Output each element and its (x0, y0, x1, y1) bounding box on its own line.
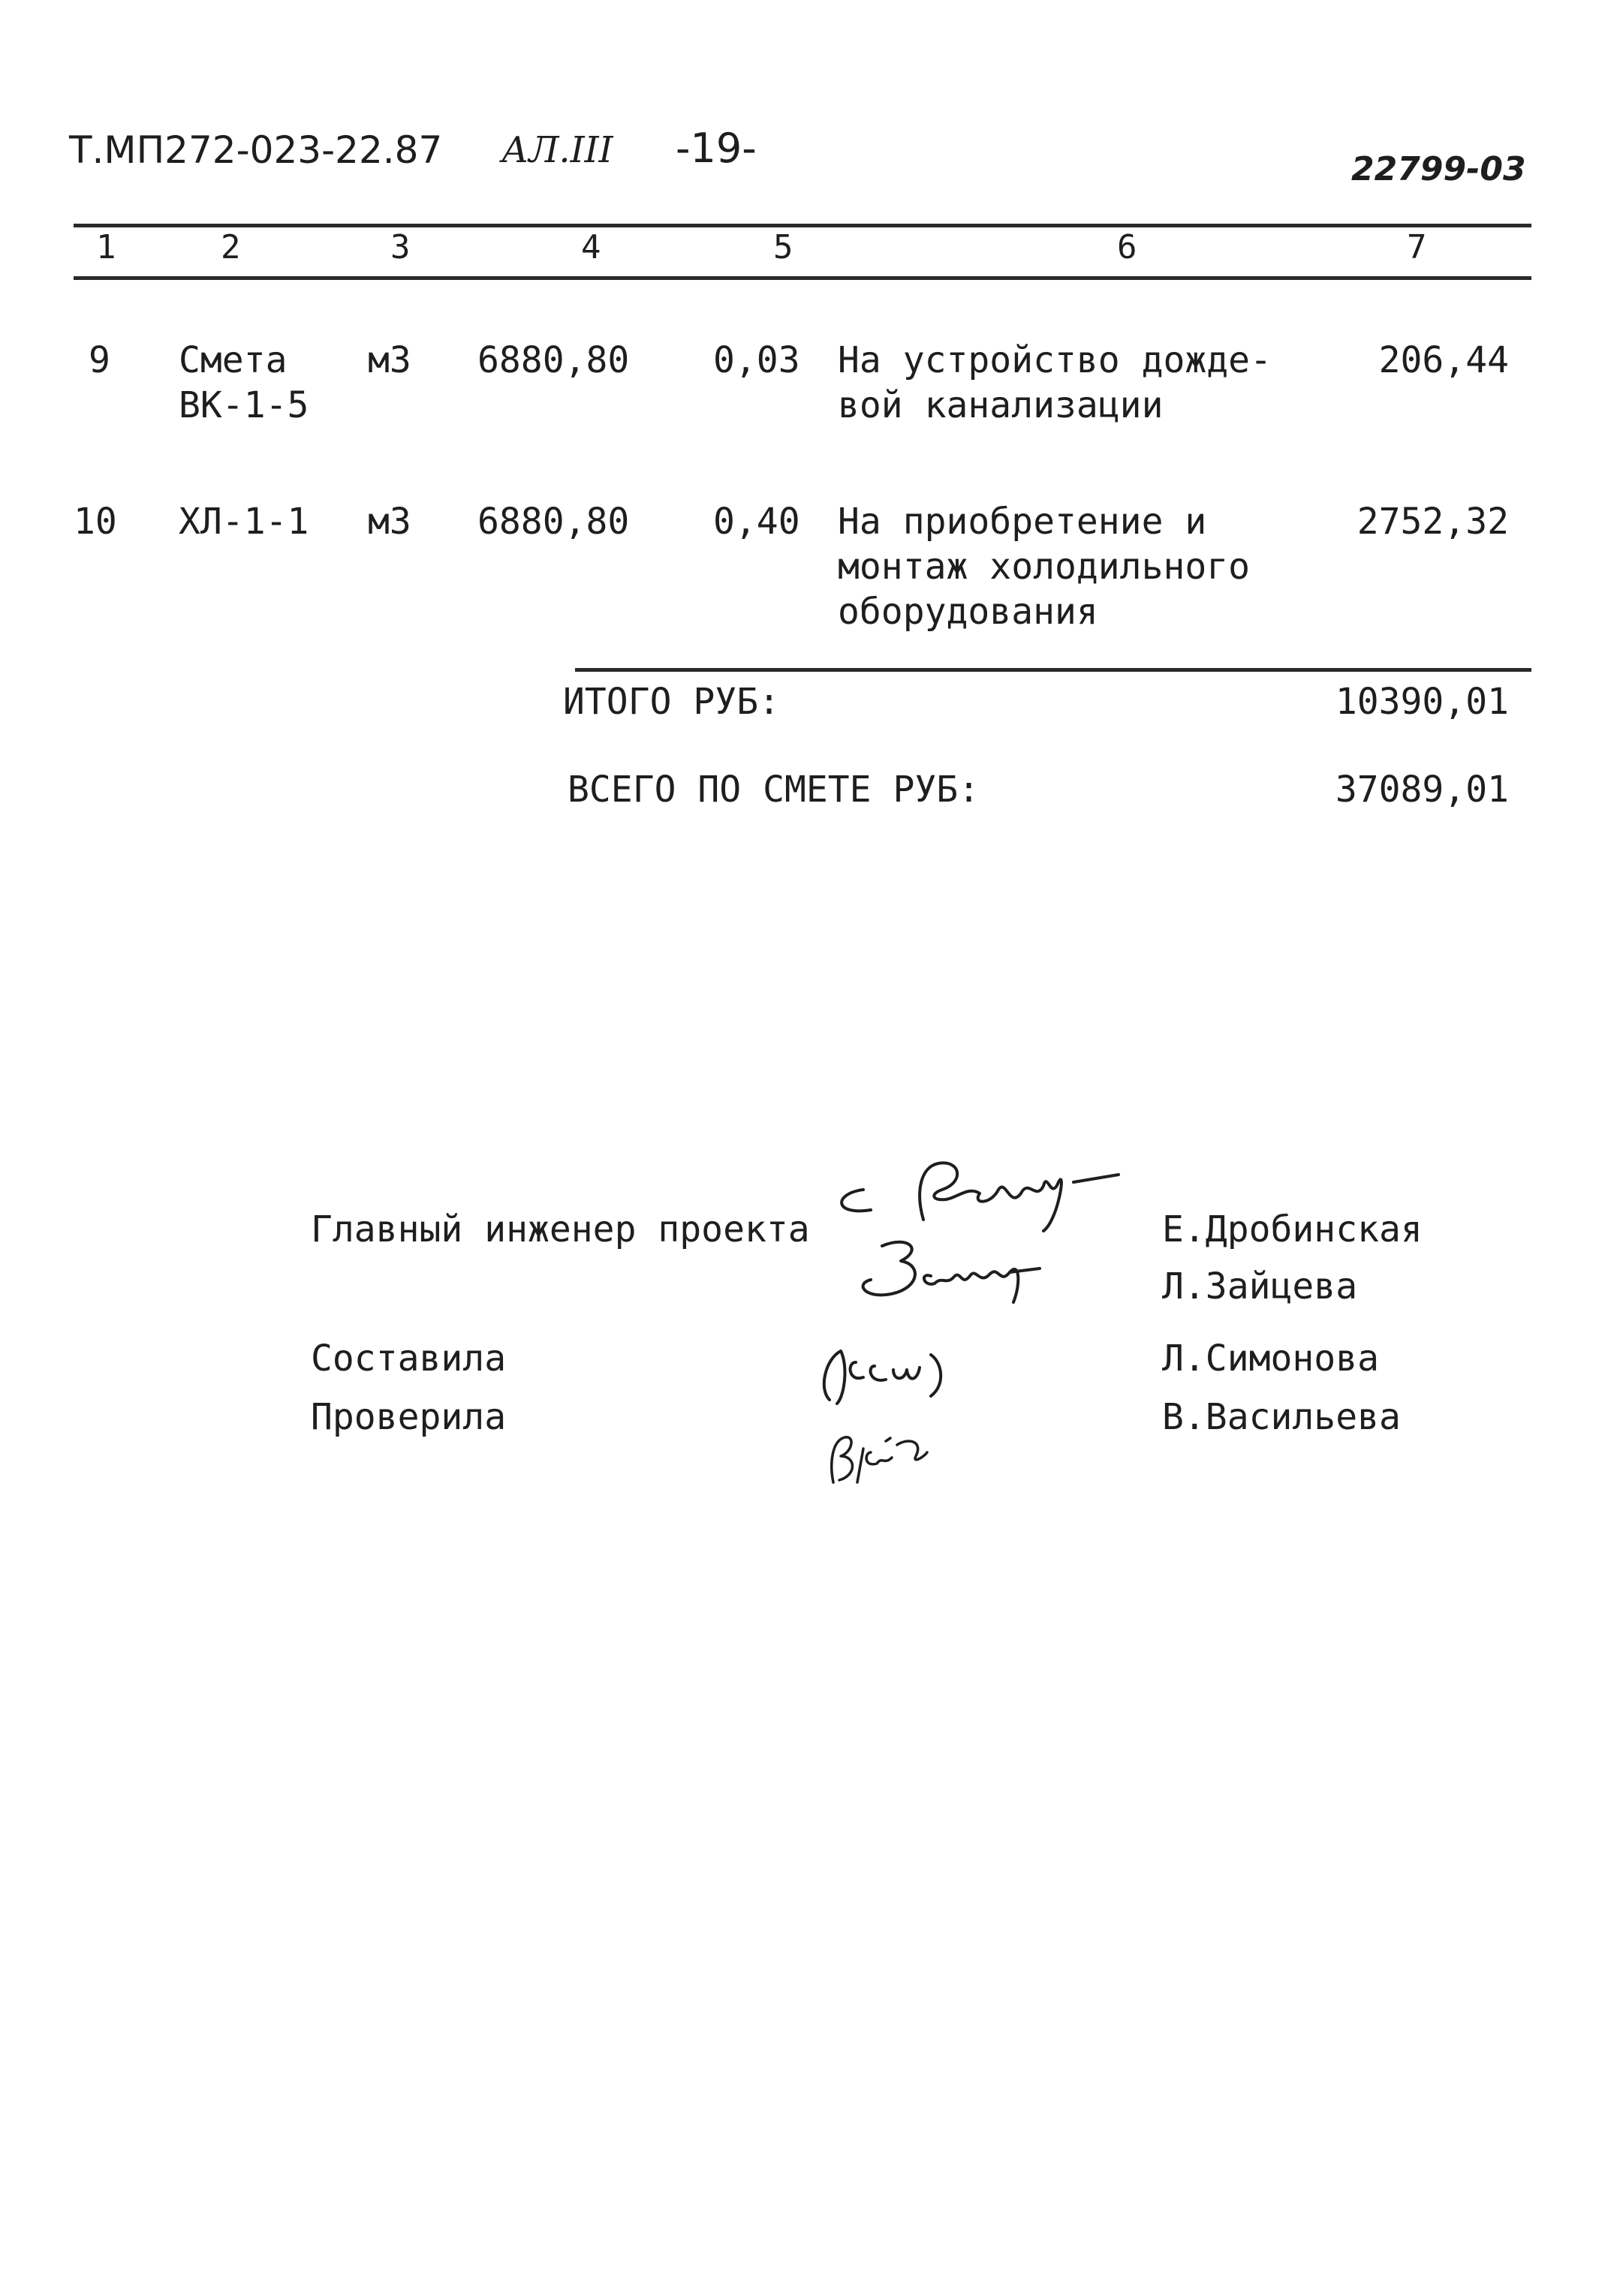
row-basis: Смета (179, 339, 288, 381)
row-description: вой канализации (838, 384, 1164, 426)
signature-chief-engineer-2 (841, 1231, 1066, 1314)
signature-compiled (803, 1336, 998, 1419)
row-sum: 206,44 (1378, 339, 1509, 381)
vsego-label: ВСЕГО ПО СМЕТЕ РУБ: (568, 769, 980, 811)
row-basis: ХЛ-1-1 (179, 501, 309, 543)
column-header: 3 (390, 228, 411, 266)
column-header: 2 (221, 228, 241, 266)
row-quantity: 6880,80 (477, 501, 630, 543)
chief-engineer-label: Главный инженер проекта (311, 1208, 810, 1250)
album-code: АЛ.III (501, 129, 613, 171)
row-number: 9 (89, 339, 110, 381)
row-basis: ВК-1-5 (179, 384, 309, 426)
itogo-label: ИТОГО РУБ: (563, 681, 780, 723)
compiled-name: Л.Симонова (1162, 1338, 1379, 1380)
table-top-rule (74, 224, 1531, 227)
column-header: 5 (773, 228, 793, 266)
row-description: монтаж холодильного (838, 546, 1251, 588)
row-sum: 2752,32 (1357, 501, 1509, 543)
row-coefficient: 0,03 (713, 339, 800, 381)
column-header: 7 (1407, 228, 1427, 266)
page-number: -19- (676, 125, 757, 172)
chief-engineer-name: Л.Зайцева (1162, 1265, 1358, 1307)
column-header: 4 (581, 228, 601, 266)
checked-name: В.Васильева (1162, 1396, 1401, 1438)
totals-rule (575, 668, 1531, 672)
row-number: 10 (74, 501, 117, 543)
row-quantity: 6880,80 (477, 339, 630, 381)
column-header: 6 (1117, 228, 1137, 266)
row-description: На приобретение и (838, 501, 1207, 543)
document-code: Т.МП272-023-22.87 (69, 128, 443, 172)
checked-label: Проверила (311, 1396, 507, 1438)
signature-checked (811, 1411, 976, 1501)
row-unit: м3 (368, 501, 411, 543)
table-header-rule (74, 276, 1531, 280)
row-description: На устройство дожде- (838, 339, 1272, 381)
itogo-value: 10390,01 (1335, 681, 1509, 723)
row-unit: м3 (368, 339, 411, 381)
chief-engineer-name: Е.Дробинская (1162, 1208, 1423, 1250)
inventory-number: 22799-03 (1351, 150, 1526, 188)
row-description: оборудования (838, 591, 1098, 633)
column-header: 1 (96, 228, 116, 266)
compiled-label: Составила (311, 1338, 507, 1380)
row-coefficient: 0,40 (713, 501, 800, 543)
vsego-value: 37089,01 (1335, 769, 1509, 811)
